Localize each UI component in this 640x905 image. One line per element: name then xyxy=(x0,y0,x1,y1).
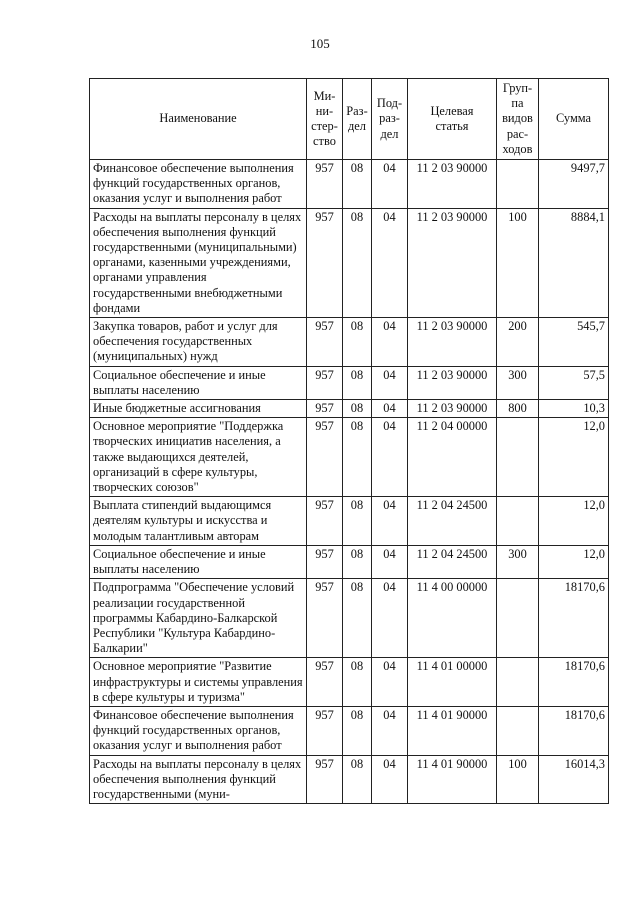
page-number: 105 xyxy=(310,36,330,51)
cell-ministry: 957 xyxy=(307,658,343,707)
cell-sum: 12,0 xyxy=(539,545,609,578)
cell-group: 100 xyxy=(497,755,539,804)
cell-group: 800 xyxy=(497,400,539,418)
cell-subsection: 04 xyxy=(372,160,408,209)
cell-group xyxy=(497,497,539,546)
cell-sum: 16014,3 xyxy=(539,755,609,804)
cell-section: 08 xyxy=(343,318,372,367)
cell-section: 08 xyxy=(343,366,372,399)
cell-section: 08 xyxy=(343,658,372,707)
cell-group: 300 xyxy=(497,545,539,578)
cell-target: 11 4 01 00000 xyxy=(408,658,497,707)
table-row xyxy=(90,208,609,317)
cell-group xyxy=(497,658,539,707)
cell-sum: 10,3 xyxy=(539,400,609,418)
cell-ministry: 957 xyxy=(307,366,343,399)
cell-subsection: 04 xyxy=(372,366,408,399)
cell-section: 08 xyxy=(343,160,372,209)
cell-ministry: 957 xyxy=(307,579,343,658)
header-name: Наименование xyxy=(90,79,307,160)
cell-sum: 12,0 xyxy=(539,418,609,497)
cell-target: 11 2 03 90000 xyxy=(408,400,497,418)
table-row xyxy=(90,755,609,804)
cell-name: Выплата стипендий выдающимся деятелям культуры и искусства и молодым талантливым авторам xyxy=(90,497,307,546)
cell-section: 08 xyxy=(343,418,372,497)
cell-name: Социальное обеспечение и иные выплаты населению xyxy=(90,366,307,399)
cell-ministry: 957 xyxy=(307,318,343,367)
cell-section: 08 xyxy=(343,545,372,578)
cell-sum: 18170,6 xyxy=(539,658,609,707)
cell-section: 08 xyxy=(343,706,372,755)
cell-target: 11 2 04 24500 xyxy=(408,545,497,578)
header-group: Груп- па видов рас- ходов xyxy=(497,79,539,160)
cell-name: Расходы на выплаты персоналу в целях обеспечения выполнения функций государственными (муни- xyxy=(90,755,307,804)
cell-group: 300 xyxy=(497,366,539,399)
cell-name: Закупка товаров, работ и услуг для обеспечения государственных (муниципальных) нужд xyxy=(90,318,307,367)
cell-ministry: 957 xyxy=(307,755,343,804)
cell-name: Финансовое обеспечение выполнения функций государственных органов, оказания услуг и выполнения работ xyxy=(90,706,307,755)
table-row xyxy=(90,497,609,546)
cell-target: 11 2 04 00000 xyxy=(408,418,497,497)
cell-group xyxy=(497,579,539,658)
cell-name: Основное мероприятие "Поддержка творческих инициатив населения, а также выдающихся деятелей, организаций в сфере культуры, творческих союзов" xyxy=(90,418,307,497)
cell-section: 08 xyxy=(343,579,372,658)
cell-ministry: 957 xyxy=(307,400,343,418)
cell-name: Подпрограмма "Обеспечение условий реализации государственной программы Кабардино-Балкарской Республики "Культура Кабардино-Балкарии" xyxy=(90,579,307,658)
cell-target: 11 4 01 90000 xyxy=(408,706,497,755)
cell-sum: 18170,6 xyxy=(539,579,609,658)
cell-sum: 57,5 xyxy=(539,366,609,399)
table-row xyxy=(90,400,609,418)
table-row xyxy=(90,579,609,658)
table-row xyxy=(90,545,609,578)
cell-name: Расходы на выплаты персоналу в целях обеспечения выполнения функций государственными (муниципальными) органами, казенными учреждениями, органами управления государственными внебюджетными фондами xyxy=(90,208,307,317)
cell-name: Социальное обеспечение и иные выплаты населению xyxy=(90,545,307,578)
cell-sum: 18170,6 xyxy=(539,706,609,755)
cell-target: 11 4 01 90000 xyxy=(408,755,497,804)
cell-target: 11 2 03 90000 xyxy=(408,318,497,367)
cell-ministry: 957 xyxy=(307,208,343,317)
cell-group xyxy=(497,160,539,209)
cell-ministry: 957 xyxy=(307,545,343,578)
cell-name: Иные бюджетные ассигнования xyxy=(90,400,307,418)
budget-table xyxy=(89,78,609,804)
table-row xyxy=(90,658,609,707)
cell-name: Финансовое обеспечение выполнения функций государственных органов, оказания услуг и выполнения работ xyxy=(90,160,307,209)
table-row xyxy=(90,706,609,755)
header-section: Раз- дел xyxy=(343,79,372,160)
cell-subsection: 04 xyxy=(372,400,408,418)
cell-section: 08 xyxy=(343,755,372,804)
cell-section: 08 xyxy=(343,208,372,317)
table-row xyxy=(90,318,609,367)
cell-sum: 8884,1 xyxy=(539,208,609,317)
header-target: Целевая статья xyxy=(408,79,497,160)
cell-sum: 545,7 xyxy=(539,318,609,367)
cell-name: Основное мероприятие "Развитие инфраструктуры и системы управления в сфере культуры и туризма" xyxy=(90,658,307,707)
cell-group: 100 xyxy=(497,208,539,317)
header-ministry: Ми- ни- стер- ство xyxy=(307,79,343,160)
cell-subsection: 04 xyxy=(372,497,408,546)
cell-ministry: 957 xyxy=(307,706,343,755)
cell-target: 11 2 03 90000 xyxy=(408,208,497,317)
table-row xyxy=(90,418,609,497)
header-sum: Сумма xyxy=(539,79,609,160)
cell-subsection: 04 xyxy=(372,208,408,317)
cell-subsection: 04 xyxy=(372,318,408,367)
cell-target: 11 4 00 00000 xyxy=(408,579,497,658)
cell-subsection: 04 xyxy=(372,706,408,755)
cell-group: 200 xyxy=(497,318,539,367)
header-subsection: Под- раз- дел xyxy=(372,79,408,160)
cell-subsection: 04 xyxy=(372,658,408,707)
table-row xyxy=(90,366,609,399)
cell-subsection: 04 xyxy=(372,755,408,804)
cell-group xyxy=(497,418,539,497)
cell-section: 08 xyxy=(343,400,372,418)
cell-subsection: 04 xyxy=(372,418,408,497)
cell-subsection: 04 xyxy=(372,579,408,658)
cell-sum: 12,0 xyxy=(539,497,609,546)
cell-target: 11 2 04 24500 xyxy=(408,497,497,546)
cell-subsection: 04 xyxy=(372,545,408,578)
table-row xyxy=(90,160,609,209)
cell-group xyxy=(497,706,539,755)
cell-target: 11 2 03 90000 xyxy=(408,160,497,209)
cell-ministry: 957 xyxy=(307,418,343,497)
cell-ministry: 957 xyxy=(307,497,343,546)
cell-sum: 9497,7 xyxy=(539,160,609,209)
cell-section: 08 xyxy=(343,497,372,546)
cell-ministry: 957 xyxy=(307,160,343,209)
cell-target: 11 2 03 90000 xyxy=(408,366,497,399)
